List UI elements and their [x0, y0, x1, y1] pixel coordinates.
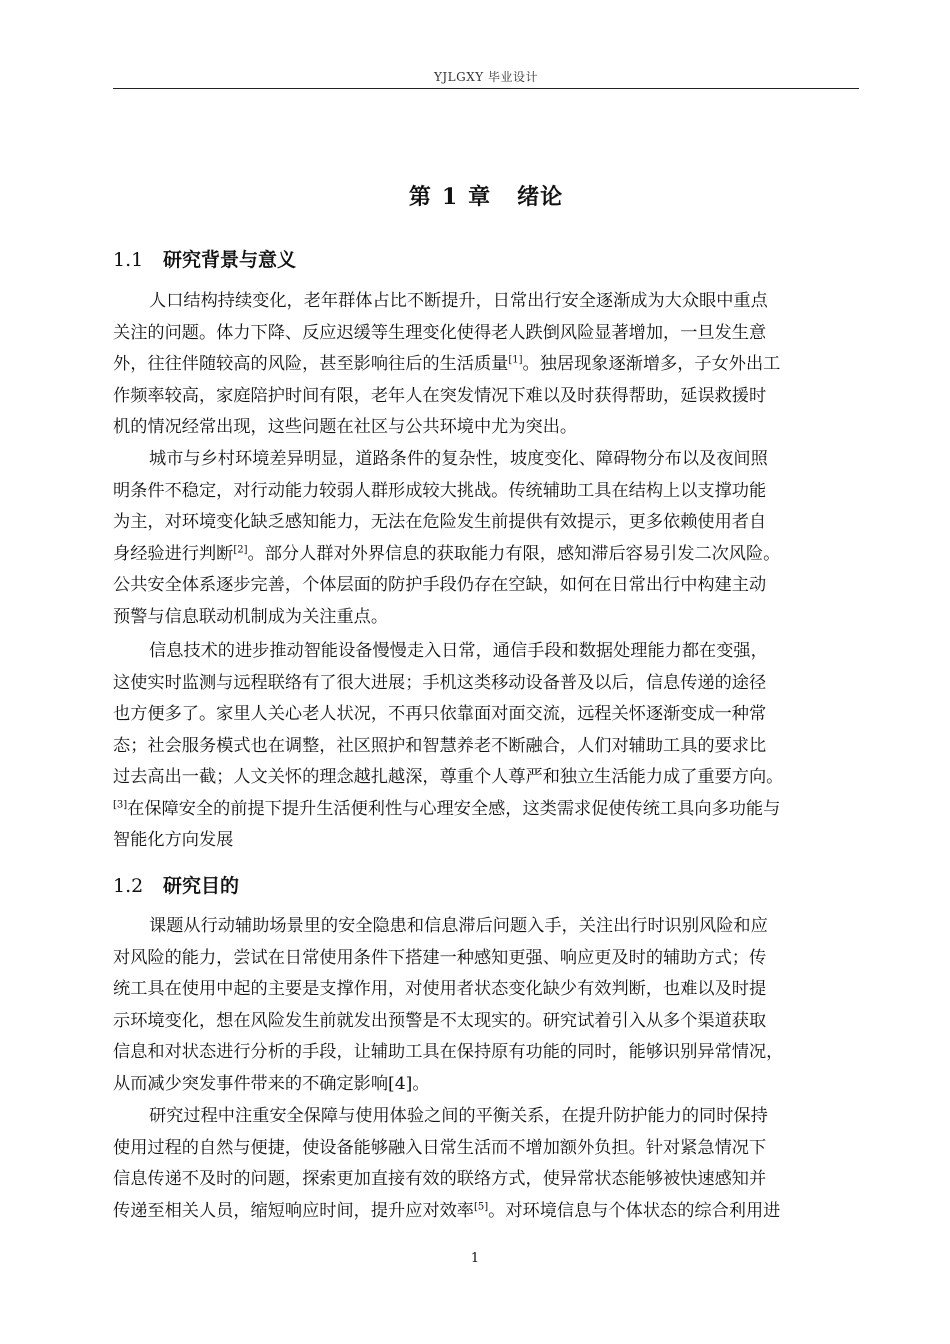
line-text: 在保障安全的前提下提升生活便利性与心理安全感，这类需求促使传统工具向多功能与 — [127, 798, 781, 819]
chapter-suffix: 章 — [468, 184, 492, 210]
line-text: 态；社会服务模式也在调整，社区照护和智慧养老不断融合，人们对辅助工具的要求比 — [113, 735, 767, 756]
chapter-title — [113, 180, 859, 211]
text-line — [113, 943, 859, 975]
text-line — [113, 731, 859, 763]
text-line — [113, 668, 859, 700]
citation-ref[interactable]: [5] — [473, 1200, 489, 1212]
text-line — [113, 286, 859, 318]
text-line — [113, 1133, 859, 1165]
line-text: 示环境变化，想在风险发生前就发出预警是不太现实的。研究试着引入从多个渠道获取 — [113, 1010, 767, 1031]
header-rule — [113, 88, 859, 89]
text-line — [113, 974, 859, 1006]
running-header: YJLGXY 毕业设计 — [433, 70, 539, 84]
page-number: 1 — [470, 1251, 480, 1266]
citation-ref[interactable]: [2] — [233, 543, 248, 555]
chapter-prefix: 第 — [408, 184, 432, 210]
text-line — [113, 412, 859, 444]
line-text: 关注的问题。体力下降、反应迟缓等生理变化使得老人跌倒风险显著增加，一旦发生意 — [113, 322, 767, 343]
section-number: 1.2 — [113, 875, 144, 897]
section-number: 1.1 — [113, 249, 144, 271]
line-text: 身经验进行判断 — [113, 543, 234, 564]
paragraph-5 — [113, 1101, 859, 1227]
line-text: 预警与信息联动机制成为关注重点。 — [113, 606, 389, 627]
line-text: 也方便多了。家里人关心老人状况，不再只依靠面对面交流，远程关怀逐渐变成一种常 — [113, 704, 767, 724]
line-text: 为主，对环境变化缺乏感知能力，无法在危险发生前提供有效提示，更多依赖使用者自 — [113, 512, 767, 532]
section-heading-1-1 — [113, 245, 296, 272]
line-text: 对风险的能力，尝试在日常使用条件下搭建一种感知更强、响应更及时的辅助方式；传 — [113, 947, 767, 968]
text-line — [113, 602, 859, 634]
text-line — [113, 539, 859, 571]
text-line — [113, 381, 859, 413]
text-line — [113, 636, 859, 668]
text-line — [113, 507, 859, 539]
paragraph-1 — [113, 286, 859, 444]
text-line — [113, 1006, 859, 1038]
line-text: 智能化方向发展 — [113, 830, 234, 850]
line-text: 从而减少突发事件带来的不确定影响[4]。 — [113, 1073, 430, 1094]
line-text: 公共安全体系逐步完善，个体层面的防护手段仍存在空缺，如何在日常出行中构建主动 — [113, 575, 767, 595]
line-text: 这使实时监测与远程联络有了很大进展；手机这类移动设备普及以后，信息传递的途径 — [113, 672, 767, 693]
text-line — [113, 476, 859, 508]
citation-ref[interactable]: [1] — [508, 354, 523, 366]
text-line — [113, 1037, 859, 1069]
text-line — [113, 318, 859, 350]
line-text: 信息和对状态进行分析的手段，让辅助工具在保持原有功能的同时，能够识别异常情况， — [113, 1042, 784, 1062]
line-text: 外，往往伴随较高的风险，甚至影响往后的生活质量 — [113, 354, 509, 374]
line-text: 过去高出一截；人文关怀的理念越扎越深，尊重个人尊严和独立生活能力成了重要方向。 — [113, 767, 784, 787]
text-line — [113, 1069, 859, 1101]
section-title: 研究目的 — [163, 875, 240, 897]
line-text: 研究过程中注重安全保障与使用体验之间的平衡关系，在提升防护能力的同时保持 — [149, 1106, 768, 1126]
line-text: 机的情况经常出现，这些问题在社区与公共环境中尤为突出。 — [113, 417, 578, 437]
line-text: 明条件不稳定，对行动能力较弱人群形成较大挑战。传统辅助工具在结构上以支撑功能 — [113, 480, 767, 501]
line-text: 。对环境信息与个体状态的综合利用进 — [488, 1200, 781, 1221]
line-text: 课题从行动辅助场景里的安全隐患和信息滞后问题入手，关注出行时识别风险和应 — [149, 916, 768, 936]
line-text: 统工具在使用中起的主要是支撑作用，对使用者状态变化缺少有效判断，也难以及时提 — [113, 979, 767, 999]
text-line — [113, 825, 859, 857]
section-title: 研究背景与意义 — [163, 249, 297, 271]
text-line — [113, 699, 859, 731]
line-text: 。独居现象逐渐增多，子女外出工 — [522, 354, 781, 374]
section-heading-1-2 — [113, 871, 239, 898]
text-line — [113, 762, 859, 794]
text-line — [113, 1196, 859, 1228]
text-line — [113, 794, 859, 826]
paragraph-4 — [113, 911, 859, 1100]
text-line — [113, 570, 859, 602]
line-text: 。部分人群对外界信息的获取能力有限，感知滞后容易引发二次风险。 — [247, 543, 781, 564]
paragraph-3 — [113, 636, 859, 857]
text-line — [113, 911, 859, 943]
text-line — [113, 444, 859, 476]
text-line — [113, 1164, 859, 1196]
citation-ref[interactable]: [3] — [113, 798, 128, 810]
line-text: 传递至相关人员，缩短响应时间，提升应对效率 — [113, 1200, 474, 1221]
line-text: 信息传递不及时的问题，探索更加直接有效的联络方式，使异常状态能够被快速感知并 — [113, 1169, 767, 1189]
text-line — [113, 1101, 859, 1133]
paragraph-2 — [113, 444, 859, 633]
line-text: 信息技术的进步推动智能设备慢慢走入日常，通信手段和数据处理能力都在变强， — [149, 641, 768, 661]
text-line — [113, 349, 859, 381]
line-text: 使用过程的自然与便捷，使设备能够融入日常生活而不增加额外负担。针对紧急情况下 — [113, 1137, 767, 1158]
chapter-name: 绪论 — [517, 184, 564, 210]
chapter-number: 1 — [441, 184, 459, 210]
line-text: 人口结构持续变化，老年群体占比不断提升，日常出行安全逐渐成为大众眼中重点 — [149, 291, 768, 311]
line-text: 城市与乡村环境差异明显，道路条件的复杂性，坡度变化、障碍物分布以及夜间照 — [149, 449, 768, 469]
line-text: 作频率较高，家庭陪护时间有限，老年人在突发情况下难以及时获得帮助，延误救援时 — [113, 385, 767, 406]
